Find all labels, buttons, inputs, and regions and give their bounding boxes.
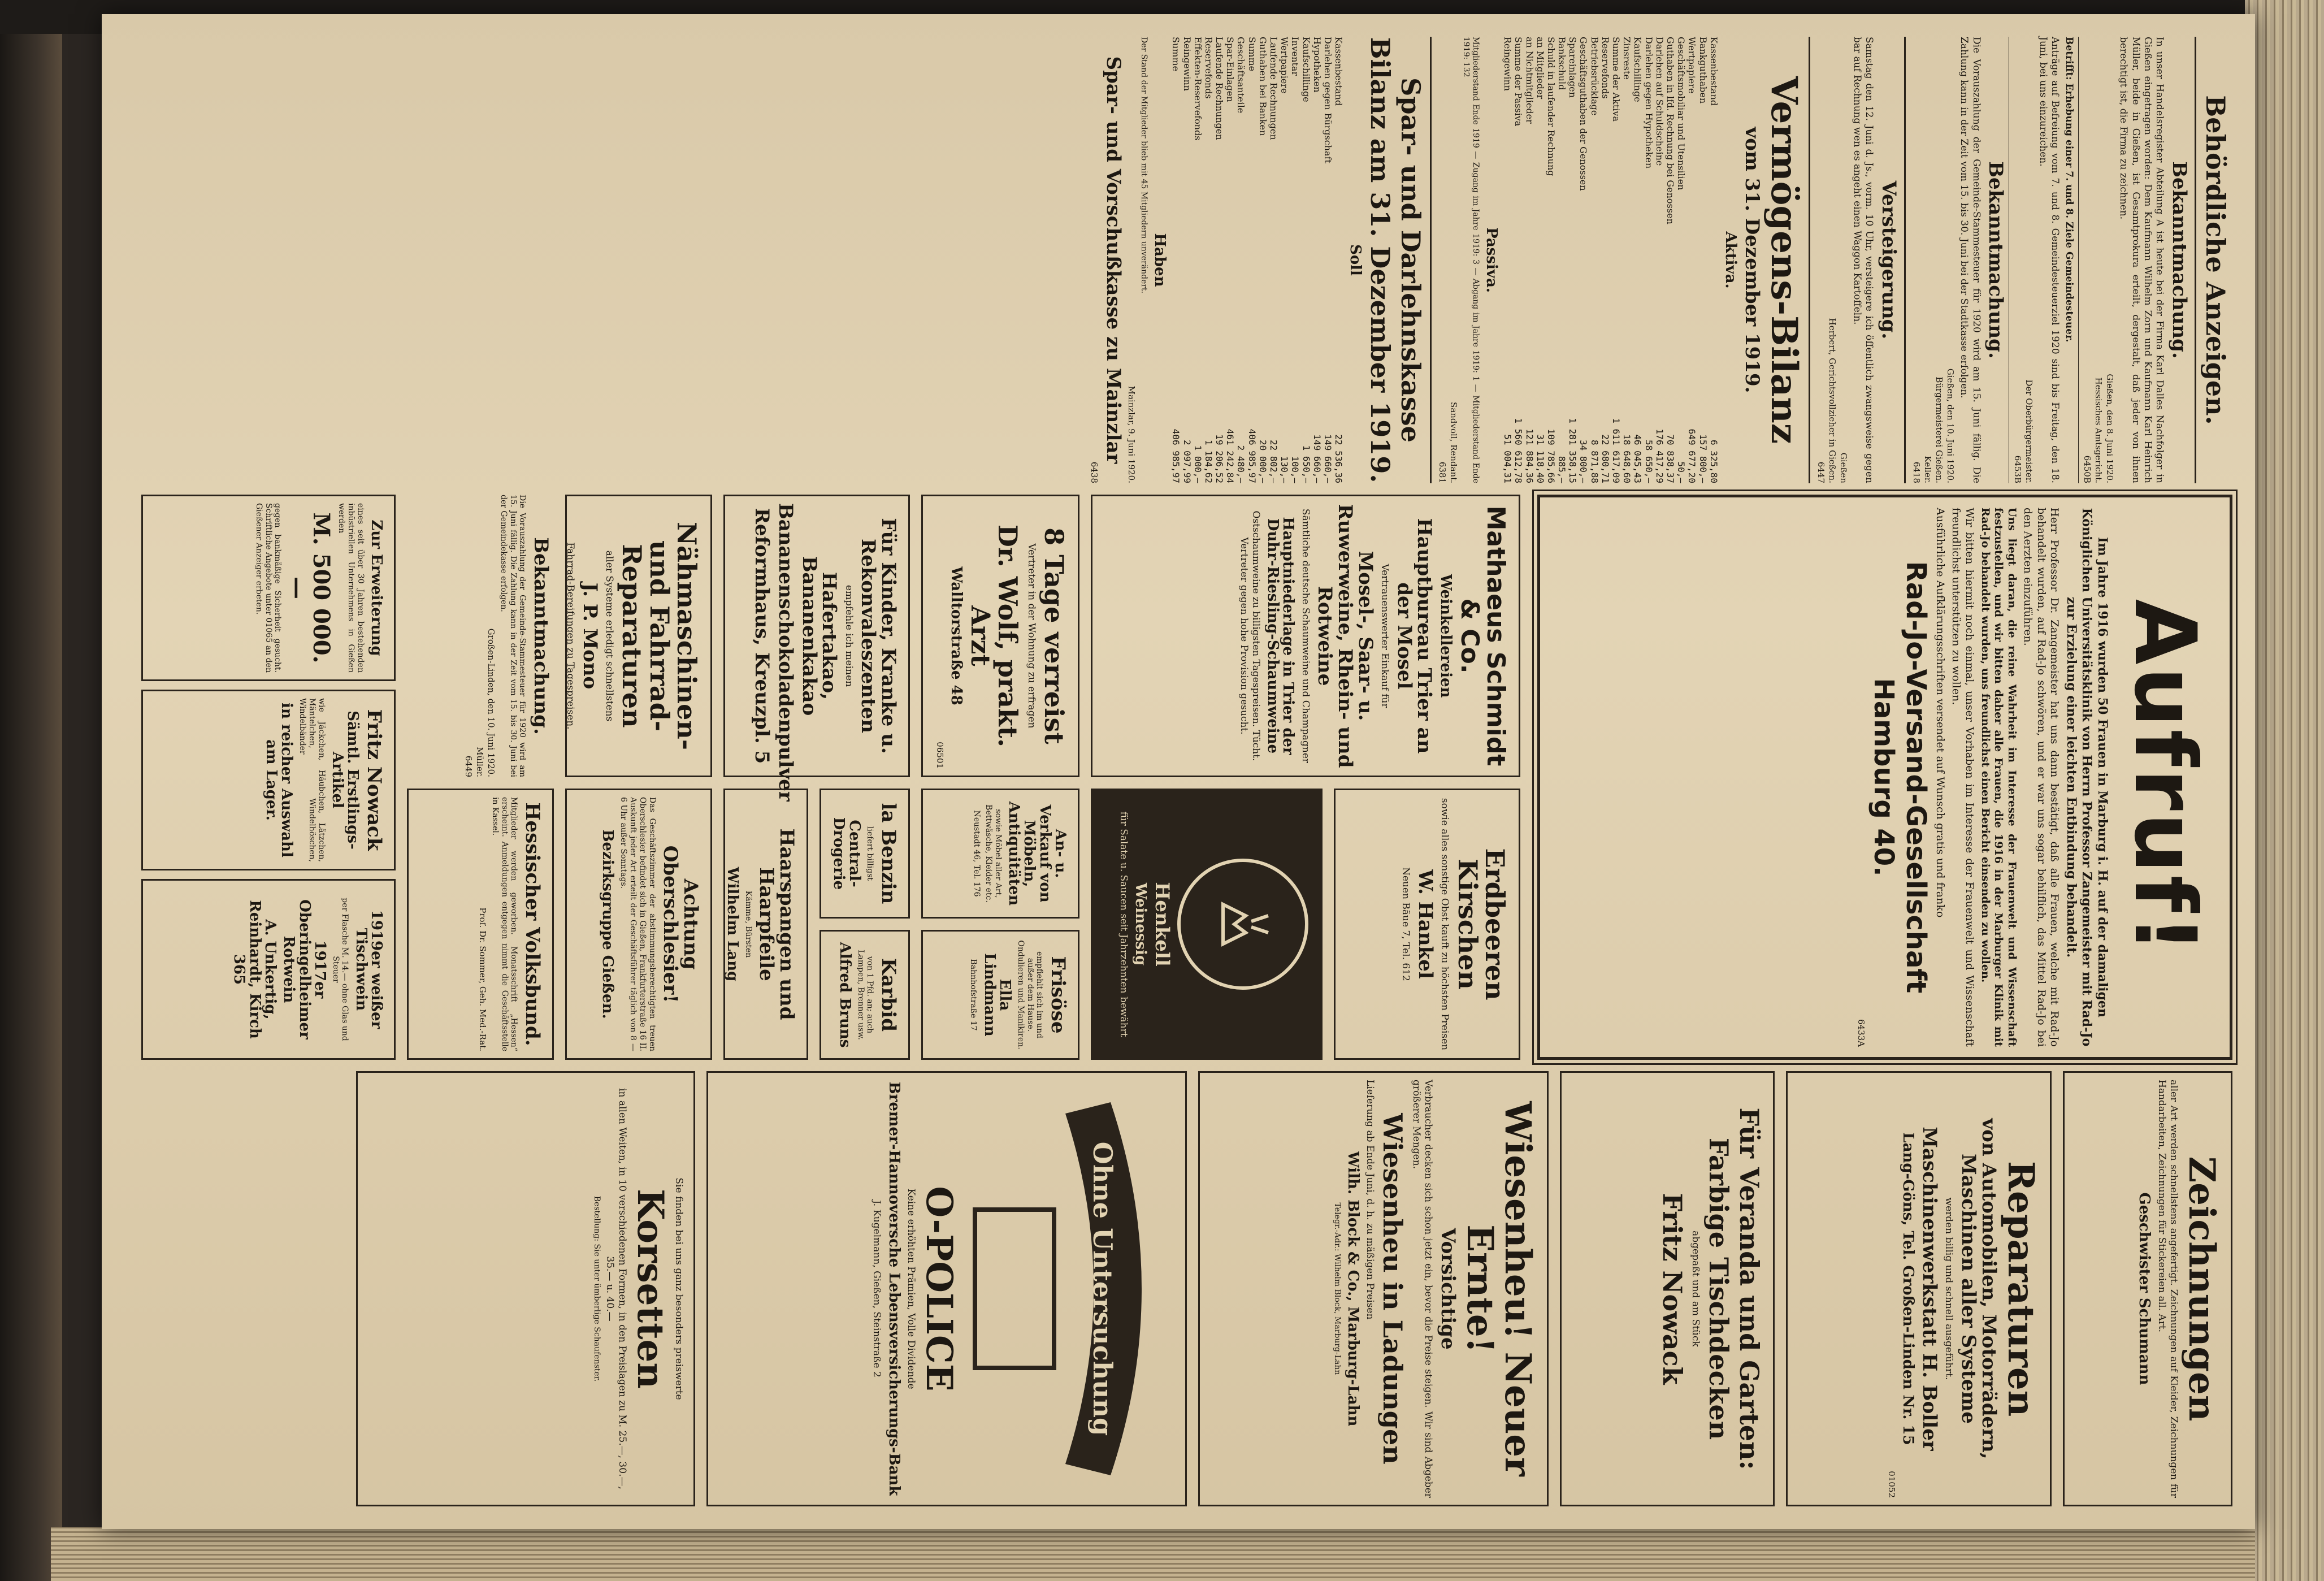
notice-ref: 6450B bbox=[2082, 455, 2093, 483]
ad-subtitle: Farbige Tischdecken bbox=[1703, 1137, 1734, 1440]
stag-icon bbox=[1200, 882, 1285, 967]
notice-place: Gießen bbox=[1838, 452, 1849, 483]
balance-org: Spar- und Darlehnskasse bbox=[1395, 77, 1427, 443]
ad-body: eines seit über 30 Jahren bestehenden inbüstriellen Unternehmens in Gießen werden bbox=[337, 503, 365, 673]
ad-footer: in reicher Auswahl am Lager. bbox=[263, 703, 296, 857]
balance-row bbox=[1225, 37, 1235, 483]
book-page-edges bbox=[2245, 0, 2324, 1581]
aufruf-body: Herr Professor Dr. Zangemeister hat uns dann bestätigt, daß alle Frauen, welche mit Rad-Jo behandelt wurden, auf Rad-Jo schwören, und er war uns sogar behilflich, das Mittel Rad-Jo bei den Aerzten einzuführen. bbox=[2022, 508, 2061, 1047]
ad-karbid bbox=[820, 930, 910, 1060]
ad-body: Sämtliche deutsche Schaumweine und Champagner bbox=[1299, 508, 1311, 764]
ad-shop: Maschinenwerkstatt H. Boller bbox=[1918, 1127, 1941, 1451]
balance-row bbox=[1600, 37, 1611, 483]
balance-row-value: 51 004,31 bbox=[1502, 434, 1514, 483]
balance-row-label: Geschäftsanteile bbox=[1235, 37, 1247, 114]
ad-subtitle: Keine erhöhten Prämien, Volle Dividende bbox=[905, 1188, 917, 1389]
notice-bekanntmachung bbox=[407, 495, 554, 777]
notice-ref: 6453B bbox=[2013, 455, 2023, 483]
balance-row-value: 31 118,40 bbox=[1534, 434, 1546, 483]
balance-row bbox=[1665, 37, 1676, 483]
notice-title: Bekanntmachung. bbox=[1984, 161, 2008, 359]
ad-aufruf bbox=[1537, 495, 2232, 1060]
balance-row-value: 22 680,71 bbox=[1599, 434, 1611, 483]
ad-name: Central-Drogerie bbox=[830, 817, 863, 890]
ad-ref: 06501 bbox=[934, 742, 945, 769]
aufruf-body: Uns liegt daran, die reine Wahrheit im Interesse der Frauenwelt und Wissenschaft festzustellen, und wir bitten daher alle Frauen, die 1916 in der Marburger Klinik mit Rad-Jo behandelt wurden, uns freundlichst einen Bericht einsenden zu wollen. bbox=[1979, 508, 2019, 1047]
notice-versteigerung bbox=[1815, 37, 1901, 483]
ad-title: Haarspangen und Haarpfeile bbox=[755, 828, 798, 1020]
notice-place: Großen-Linden, den 10. Juni 1920. bbox=[485, 628, 496, 777]
ad-body: Mitglieder werden geworben. Monatsschrift „Hessen“ erscheint. Anmeldungen entgegen nimmt die Geschäftsstelle in Kassel. bbox=[490, 797, 519, 1051]
balance-row-value: 149 660,— bbox=[1323, 434, 1333, 483]
balance-row-label: Laufende Rechnungen bbox=[1268, 37, 1280, 140]
notice-name: Keller. bbox=[1923, 456, 1933, 483]
balance-row-label: an Nichtmitglieder bbox=[1524, 37, 1535, 124]
balance-row-label: Kaufschillinge bbox=[1300, 37, 1312, 102]
balance-row-value: 50,— bbox=[1676, 461, 1687, 483]
ad-tagline: Vertrauenswerter Einkauf für bbox=[1378, 564, 1390, 708]
ad-body: in allen Weiten, in 10 verschiedenen Formen, in den Preislagen zu M. 25.—, 30.—, 35.— u. 40.— bbox=[604, 1088, 628, 1489]
balance-row-label: Kaufschillinge bbox=[1632, 37, 1644, 102]
credit-label: Haben bbox=[1151, 233, 1169, 287]
balance-row-label: Spar-Einlagen bbox=[1225, 37, 1236, 102]
balance-row bbox=[1214, 37, 1225, 483]
notice-body: Samstag den 12. Juni d. Js., vorm. 10 Uhr, versteigere ich öffentlich zwangsweise gegen bar auf Rechnung wen es angeht einen Waggon Kartoffeln. bbox=[1852, 37, 1875, 483]
balance-row-value: 406 985,97 bbox=[1246, 428, 1258, 483]
balance-row-value: 100,— bbox=[1290, 456, 1301, 483]
ad-subtitle: Sämtl. Erstlings-Artikel bbox=[329, 711, 362, 850]
notice-ref: 6418 bbox=[1911, 461, 1922, 483]
balance-row-label: Darlehen auf Schuldscheine bbox=[1654, 37, 1665, 166]
ad-title: 1919er weißer Tischwein bbox=[352, 909, 385, 1029]
liabilities-label: Passiva. bbox=[1482, 227, 1500, 293]
ad-title: Zur Erweiterung bbox=[368, 519, 385, 656]
ad-kinder bbox=[723, 495, 910, 802]
balance-row-value: 1 560 612,78 bbox=[1513, 418, 1524, 483]
ad-body: werden billig und schnell ausgeführt. bbox=[1943, 1197, 1955, 1380]
notice-place: Gießen, den 8. Juni 1920. bbox=[2105, 374, 2115, 483]
ad-address: Neustadt 46, Tel. 176 bbox=[972, 810, 982, 897]
ad-zeichnungen bbox=[2063, 1071, 2232, 1506]
balance-row-value: 1 611 617,09 bbox=[1611, 418, 1622, 483]
balance-row-value: 121 884,36 bbox=[1524, 428, 1535, 483]
ad-reparaturen bbox=[1786, 1071, 2052, 1506]
balance-row-label: Effekten-Reservefonds bbox=[1192, 37, 1203, 141]
column-official-notices bbox=[141, 37, 2232, 483]
ad-note: Fahrrad-Bereifungen zu Tagespreisen. bbox=[565, 542, 576, 730]
balance-row-label: Geschäftsguthaben der Genossen bbox=[1578, 37, 1589, 191]
ad-title: 8 Tage verreist bbox=[1039, 527, 1069, 744]
balance-row bbox=[1654, 37, 1665, 483]
balance-row bbox=[1611, 37, 1621, 483]
ad-lead: Sie finden bei uns ganz besonders preiswerte bbox=[673, 1177, 684, 1400]
balance-row bbox=[1323, 37, 1333, 483]
balance-row-label: Summe der Aktiva bbox=[1611, 37, 1622, 122]
ad-body: empfiehlt sich im und außer dem Hause. Ondulieren und Manikiren. bbox=[1016, 940, 1044, 1050]
balance-row-value: 58 650,— bbox=[1643, 439, 1654, 483]
ad-volksbund bbox=[407, 789, 554, 1060]
aufruf-body: Wir bitten hiermit noch einmal, unser Vorhaben im Interesse der Frauenwelt und Wissenschaft freundlichst unterstützen zu wollen. bbox=[1950, 508, 1976, 1047]
balance-row bbox=[1333, 37, 1344, 483]
divider bbox=[1809, 37, 1810, 483]
ad-title: Zeichnungen bbox=[2180, 1156, 2223, 1422]
ad-benzin bbox=[820, 789, 910, 919]
balance-row-label: Reservefonds bbox=[1599, 37, 1611, 99]
balance-row-value: 1 281 358,15 bbox=[1567, 418, 1579, 483]
balance-row bbox=[1181, 37, 1192, 483]
balance-row bbox=[1235, 37, 1246, 483]
notice-signer: Herbert, Gerichtsvollzieher in Gießen. bbox=[1827, 318, 1837, 483]
ad-wiesenheu bbox=[1198, 1071, 1549, 1506]
ad-oberschlesier bbox=[565, 789, 712, 1060]
balance-title: Vermögens-Bilanz bbox=[1762, 76, 1805, 444]
ad-title: Achtung Oberschlesier! bbox=[659, 845, 702, 1003]
ad-title: Wiesenheu! Neuer Ernte! bbox=[1458, 1101, 1539, 1476]
ad-name: Dr. Wolf, prakt. Arzt bbox=[965, 524, 1024, 748]
ad-extra: Ostschaumweine zu billigsten Tagespreisen. Tücht. Vertreter gegen hohe Provision gesucht. bbox=[1238, 510, 1261, 761]
notice-subject: Betrifft: Erhebung einer 7. und 8. Ziele Gemeindesteuer. bbox=[2063, 37, 2075, 343]
balance-rows bbox=[1502, 37, 1719, 483]
ad-title: Erdbeeren Kirschen bbox=[1452, 848, 1510, 1000]
debit-label: Soll bbox=[1347, 244, 1364, 276]
ad-signer: Prof. Dr. Sommer, Geh. Med.-Rat. bbox=[477, 907, 488, 1051]
ad-footer: Bestellung: Sie unter ümberlige Schaufenster. bbox=[592, 1196, 602, 1382]
balance-row-value: 109 785,66 bbox=[1545, 428, 1556, 483]
balance-row-value: 22 536,36 bbox=[1333, 434, 1345, 483]
balance-row-value: 1 184,62 bbox=[1203, 439, 1214, 483]
notice-gemeindesteuer bbox=[2013, 37, 2075, 483]
balance-row bbox=[1247, 37, 1258, 483]
ad-address: Telegr.-Adr.: Wilhelm Block, Marburg-Lahn bbox=[1332, 1202, 1342, 1375]
divider bbox=[2195, 37, 2196, 483]
notice-signer: Müller. bbox=[474, 747, 485, 777]
ad-subtitle: Vorsichtige bbox=[1436, 1228, 1459, 1350]
balance-row bbox=[1632, 37, 1643, 483]
balance-row-label: Summe der Passiva bbox=[1513, 37, 1524, 127]
notice-office: Hessisches Amtsgericht. bbox=[2093, 377, 2104, 483]
balance-vermoegen bbox=[1437, 37, 1803, 483]
balance-company: Spar- und Vorschußkasse zu Mainzlar bbox=[1102, 56, 1125, 464]
ad-title: 1917er Oberingelheimer Rotwein bbox=[280, 899, 328, 1039]
aufruf-title: Aufruf! bbox=[2115, 599, 2214, 956]
assets-label: Aktiva. bbox=[1722, 231, 1740, 289]
column-advertisements bbox=[141, 495, 2232, 1060]
balance-row bbox=[1686, 37, 1697, 483]
ad-title: Korsetten bbox=[628, 1189, 671, 1389]
ad-body: sowie Möbel aller Art, Bettwäsche, Kleider etc. bbox=[984, 804, 1003, 903]
balance-row-value: 6 325,80 bbox=[1708, 439, 1719, 483]
balance-note: Mitgliederstand Ende 1919 — Zugang im Jahre 1919: 3 — Abgang im Jahre 1919: 1 — Mitgliederstand Ende 1919: 132 bbox=[1461, 37, 1480, 483]
balance-row bbox=[1279, 37, 1290, 483]
balance-row bbox=[1676, 37, 1686, 483]
ad-name: W. Hankel bbox=[1414, 869, 1437, 979]
notice-handelsregister bbox=[2082, 37, 2189, 483]
ad-body: Das Geschäftszimmer der abstimmungsberechtigten treuen Oberschlesier befindet sich in Gießen, Frankfurterstraße 16 II. Auskunft jeder Art erteilt der Geschäftsführer täglich von 8 — 6 Uhr außer Sonntags. bbox=[619, 797, 657, 1051]
ad-shop: Geschwister Schumann bbox=[2136, 1192, 2153, 1385]
ad-shop: Reformhaus, Kreuzpl. 5 bbox=[751, 508, 774, 764]
balance-row-value: 649 677,20 bbox=[1686, 428, 1698, 483]
balance-row-value: 149 660,— bbox=[1311, 434, 1323, 483]
ad-erdbeeren bbox=[1334, 789, 1520, 1060]
ad-title: Für Kinder, Kranke u. Rekonvaleszenten bbox=[857, 518, 900, 754]
ad-o-police bbox=[706, 1071, 1187, 1506]
balance-row-label: Zinsreste bbox=[1621, 37, 1633, 80]
balance-row bbox=[1193, 37, 1203, 483]
balance-row-value: 20 000,— bbox=[1257, 439, 1268, 483]
aufruf-body: Ausführliche Aufklärungsschriften versendet auf Wunsch gratis und franko bbox=[1934, 508, 1947, 918]
divider bbox=[2078, 37, 2079, 483]
ad-subtitle: von Automobilen, Motorrädern, Maschinen aller Systeme bbox=[1957, 1118, 2000, 1459]
ad-body: von 1 Pfd. an; auch Lampen, Brenner usw. bbox=[856, 950, 875, 1040]
ad-subtitle: Vertreter in der Wohnung zu erfragen bbox=[1025, 543, 1037, 729]
notice-body: Anträge auf Befreiung vom 7. und 8. Gemeindesteuerziel 1920 sind bis Freitag, den 18. Juni, bei uns einzureichen. bbox=[2037, 37, 2061, 483]
ad-subtitle: Weinessig bbox=[1132, 882, 1150, 966]
notice-ref: 6449 bbox=[463, 755, 474, 777]
ad-insurer: Bremer-Hannoversche Lebensversicherungs-Bank bbox=[885, 1081, 903, 1496]
balance-row bbox=[1546, 37, 1556, 483]
balance-row-label: Reingewinn bbox=[1181, 37, 1193, 92]
ad-haarspangen bbox=[723, 789, 808, 1060]
ad-product: Hafertakao, Bananenkakao bbox=[797, 556, 841, 716]
ad-title: Henkell bbox=[1151, 882, 1173, 967]
ad-erweiterung bbox=[141, 495, 396, 681]
balance-row-label: Guthaben bei Banken bbox=[1257, 37, 1268, 136]
balance-row-label: Reingewinn bbox=[1502, 37, 1514, 92]
column-right-ads bbox=[141, 1071, 2232, 1506]
notice-body: Die Vorauszahlung der Gemeinde-Stammesteuer für 1920 wird am 15. Juni fällig. Die Zahlung kann in der Zeit vom 15. bis 30. Juni bei der Stadtkasse erfolgen. bbox=[1958, 37, 1982, 483]
balance-row bbox=[1697, 37, 1708, 483]
balance-row-label: Kassenbestand bbox=[1708, 37, 1719, 106]
aufruf-lead: Im Jahre 1916 wurden 50 Frauen in Marburg i. H. auf der damaligen Königlichen Universitätsklinik von Herrn Professor Zangemeister mit Rad-Jo zur Erzielung einer leichten Entbindung behandelt. bbox=[2064, 508, 2110, 1047]
balance-ref: 6381 bbox=[1437, 461, 1448, 483]
ad-depot: Hauptniederlage in Trier der Duhr-Riesling-Schaumweine bbox=[1264, 517, 1297, 755]
balance-ref: 6438 bbox=[1089, 461, 1100, 483]
ad-title: O-POLICE bbox=[918, 1186, 960, 1392]
balance-row bbox=[1203, 37, 1214, 483]
balance-row-value: 34 800,— bbox=[1578, 439, 1589, 483]
ad-address: Neuen Bäue 7, Tel. 612 bbox=[1400, 867, 1412, 981]
ad-body: sowie alles sonstige Obst kauft zu höchsten Preisen bbox=[1439, 798, 1451, 1051]
balance-row-value: 406 985,97 bbox=[1170, 428, 1182, 483]
balance-row-value: 157 800,— bbox=[1697, 434, 1709, 483]
aufruf-ref: 6433A bbox=[1855, 1019, 1866, 1047]
balance-row-label: Hypotheken bbox=[1311, 37, 1323, 93]
balance-row-label: Bankguthaben bbox=[1697, 37, 1709, 104]
book-bottom-edges bbox=[51, 1527, 2255, 1581]
ad-title: la Benzin bbox=[877, 803, 900, 904]
balance-row-value: 130,— bbox=[1279, 456, 1290, 483]
balance-row bbox=[1290, 37, 1300, 483]
balance-row bbox=[1621, 37, 1632, 483]
ad-shop: Wilh. Block & Co., Marburg-Lahn bbox=[1344, 1151, 1362, 1427]
ad-address: Bahnhofstraße 17 bbox=[969, 959, 978, 1031]
ad-subtitle: Weinkellereien bbox=[1437, 574, 1454, 698]
ad-korsetten bbox=[356, 1071, 695, 1506]
balance-row-value: 885,— bbox=[1556, 456, 1568, 483]
balance-row-label: Summe bbox=[1170, 37, 1182, 72]
balance-row-value: 22 802,— bbox=[1268, 439, 1280, 483]
ad-erstlings-artikel bbox=[141, 690, 396, 870]
balance-row bbox=[1312, 37, 1323, 483]
notice-title: Bekanntmachung. bbox=[2167, 161, 2191, 359]
notice-signer: Der Oberbürgermeister. bbox=[2024, 379, 2035, 483]
ad-naehmaschinen bbox=[565, 495, 712, 777]
balance-row-value: 70 838,37 bbox=[1664, 434, 1676, 483]
balance-row bbox=[1556, 37, 1567, 483]
notice-ref: 6447 bbox=[1815, 461, 1826, 483]
balance-row bbox=[1170, 37, 1181, 483]
ad-title: Frisöse bbox=[1047, 956, 1069, 1034]
balance-row-value: 19 206,52 bbox=[1214, 434, 1225, 483]
ad-moebel bbox=[921, 789, 1079, 919]
divider bbox=[1904, 37, 1906, 483]
ad-body: per Flasche M. 14.— ohne Glas und Steuer bbox=[331, 898, 350, 1041]
balance-row-value: 176 417,29 bbox=[1654, 428, 1665, 483]
ad-veranda bbox=[1560, 1071, 1775, 1506]
balance-row-label: Betriebsrücklage bbox=[1589, 37, 1600, 116]
balance-row bbox=[1578, 37, 1589, 483]
balance-row bbox=[1643, 37, 1654, 483]
section-title: Behördliche Anzeigen. bbox=[2200, 95, 2231, 425]
aufruf-city: Hamburg 40. bbox=[1868, 678, 1900, 877]
ad-title: Reparaturen bbox=[2000, 1160, 2042, 1417]
balance-footer: Der Stand der Mitglieder blieb mit 45 Mitgliedern unverändert. bbox=[1139, 37, 1148, 294]
ad-title: An- u. Verkauf von Möbeln, Antiquitäten bbox=[1005, 801, 1069, 906]
balance-row bbox=[1513, 37, 1524, 483]
balance-row-label: Wertpapiere bbox=[1279, 37, 1290, 94]
balance-row-label: Darlehen gegen Bürgschaft bbox=[1323, 37, 1333, 163]
notice-signer: Bürgermeisterei Gießen. bbox=[1934, 376, 1945, 483]
ad-frisuse bbox=[921, 930, 1079, 1060]
balance-date: vom 31. Dezember 1919. bbox=[1740, 127, 1763, 393]
balance-row-label: Darlehen gegen Hypotheken bbox=[1643, 37, 1654, 169]
balance-sparkasse bbox=[1089, 37, 1427, 483]
balance-place: Mainzlar, 9. Juni 1920. bbox=[1126, 385, 1137, 483]
balance-signer: Sandvoll, Rendant. bbox=[1449, 402, 1459, 483]
ad-name: Ella Lindmann bbox=[981, 953, 1013, 1037]
balance-row bbox=[1535, 37, 1546, 483]
ad-mathaeus-schmidt bbox=[1091, 495, 1520, 777]
notice-stammesteuer bbox=[1911, 37, 2008, 483]
book-spine-shadow bbox=[0, 0, 62, 1581]
ad-title: Karbid bbox=[877, 958, 900, 1032]
ad-address: Lang-Göns, Tel. Großen-Linden Nr. 15 bbox=[1900, 1132, 1917, 1445]
balance-row-value: 1 000,— bbox=[1192, 445, 1203, 483]
notice-body: In unser Handelsregister Abteilung A ist heute bei der Firma Karl Dalles Nachfolger in Gießen eingetragen worden: Dem Kaufmann Wilhelm Zorn und Kaufmann Karl Heinrich Müller, beide in Gießen, ist Gesamtprokura erteilt, dergestalt, daß jeder von ihnen berechtigt ist, die Firma zu zeichnen. bbox=[2118, 37, 2166, 483]
balance-row-label: Geschäftsmobiliar und Utensilien bbox=[1676, 37, 1687, 190]
ad-address: Walltorstraße 48 bbox=[947, 566, 965, 705]
balance-title: Bilanz am 31. Dezember 1919. bbox=[1364, 37, 1395, 483]
ad-body: aller Art werden schnellstens angefertigt. Zeichnungen auf Kleider, Zeichnungen für Handarbeiten, Zeichnungen für Stickereien all. Art. bbox=[2156, 1080, 2179, 1498]
ad-body: liefert billigst bbox=[865, 826, 875, 881]
henkell-logo bbox=[1177, 859, 1308, 990]
ohne-untersuchung-banner-icon bbox=[964, 1080, 1178, 1498]
ad-title: Fritz Nowack bbox=[363, 709, 385, 851]
balance-row-value: 8 871,88 bbox=[1589, 439, 1600, 483]
ad-note: abgepaßt und am Stück bbox=[1690, 1231, 1702, 1347]
balance-row bbox=[1589, 37, 1599, 483]
balance-row-value: 461 242,84 bbox=[1225, 428, 1236, 483]
ad-body: für Salate u. Saucen seit Jahrzehnten bewährt bbox=[1118, 811, 1130, 1037]
ad-title: Hessischer Volksbund. bbox=[521, 802, 544, 1046]
balance-row bbox=[1300, 37, 1311, 483]
ad-product: Bananenschokoladenpulver bbox=[774, 503, 797, 802]
ad-verreist bbox=[921, 495, 1079, 777]
ad-wein bbox=[141, 879, 396, 1060]
ad-wines: Mosel-, Saar- u. Ruwerweine, Rhein- und Rotweine bbox=[1313, 504, 1377, 768]
divider bbox=[1430, 37, 1432, 483]
ad-title: Mathaeus Schmidt & Co. bbox=[1455, 505, 1510, 766]
balance-row bbox=[1268, 37, 1279, 483]
ad-amount: M. 500 000.— bbox=[284, 512, 335, 664]
ad-shop: Fritz Nowack bbox=[1657, 1193, 1688, 1385]
ad-subtitle: Kämme, Bürsten bbox=[743, 890, 753, 958]
ad-body: gegen bankmäßige Sicherheit gesucht. Schriftliche Angebote unter 01065 an den Gießener Anzeiger erbeten. bbox=[254, 503, 283, 673]
balance-row-label: Laufende Rechnungen bbox=[1214, 37, 1225, 140]
notice-body: Die Vorauszahlung der Gemeinde-Stammesteuer für 1920 wird am 15. Juni fällig. Die Zahlung kann in der Zeit vom 15. bis 30. Juni bei der Gemeindekasse erfolgen. bbox=[498, 495, 527, 777]
balance-row-value: 46 045,43 bbox=[1632, 434, 1644, 483]
balance-row-value: 18 648,60 bbox=[1621, 434, 1633, 483]
balance-row-label: Bankschuld bbox=[1556, 37, 1568, 90]
ad-body: wie Jäckchen, Häubchen, Lätzchen, Mäntelchen, Windelhöschen, Windelbänder bbox=[298, 698, 326, 862]
balance-row-value: 2 480,— bbox=[1235, 445, 1247, 483]
ad-ref: 01052 bbox=[1887, 1471, 1897, 1498]
ad-title: Für Veranda und Garten: bbox=[1734, 1107, 1764, 1470]
balance-row bbox=[1524, 37, 1534, 483]
balance-row-label: Reservefonds bbox=[1203, 37, 1214, 99]
ad-name: Alfred Bruns bbox=[836, 942, 853, 1048]
ad-name: J. P. Mono bbox=[578, 582, 601, 690]
balance-row bbox=[1567, 37, 1578, 483]
notice-title: Versteigerung. bbox=[1878, 180, 1901, 340]
balance-row-value: 1 650,— bbox=[1300, 445, 1312, 483]
balance-row-label: Summe bbox=[1246, 37, 1258, 72]
balance-row-label: Schuld in laufender Rechnung bbox=[1545, 37, 1556, 176]
balance-row-label: an Mitglieder bbox=[1534, 37, 1546, 99]
ad-henkell bbox=[1091, 789, 1323, 1060]
balance-row-label: Guthaben in lfd. Rechnung bei Genossen bbox=[1664, 37, 1676, 224]
aufruf-company: Rad-Jo-Versand-Gesellschaft bbox=[1900, 561, 1932, 994]
balance-row-label: Inventar bbox=[1290, 37, 1301, 76]
balance-rows bbox=[1170, 37, 1344, 483]
ad-title: Nähmaschinen- und Fahrrad-Reparaturen bbox=[617, 522, 702, 750]
ad-shop: Wilhelm Lang bbox=[723, 867, 741, 982]
ad-body: Lieferung ab Ende Juni, d. h. zu mäßigen Preisen bbox=[1364, 1080, 1376, 1320]
ad-agent: J. Kugelmann, Gießen, Steinstraße 2 bbox=[871, 1200, 883, 1378]
balance-row-label: Kassenbestand bbox=[1333, 37, 1345, 106]
balance-row-label: Wertpapiere bbox=[1686, 37, 1698, 94]
ad-shop: A. Unkertig, Reinhardt, Kirch 365 bbox=[231, 900, 279, 1039]
notice-place: Gießen, den 10. Juni 1920. bbox=[1945, 368, 1956, 483]
ad-subtitle: aller Systeme erledigt schnellstens bbox=[604, 550, 615, 722]
banner-text: Ohne Untersuchung bbox=[1087, 1141, 1118, 1436]
balance-row bbox=[1258, 37, 1268, 483]
balance-row-value: 2 097,99 bbox=[1181, 439, 1193, 483]
balance-row bbox=[1709, 37, 1719, 483]
ad-branches: Hauptbureau Trier an der Mosel bbox=[1393, 518, 1436, 754]
notice-title: Bekanntmachung. bbox=[530, 537, 552, 735]
ad-name: Wiesenheu in Ladungen bbox=[1377, 1113, 1408, 1465]
balance-row bbox=[1502, 37, 1513, 483]
ad-body: Verbraucher decken sich schon jetzt ein, bevor die Preise steigen. Wir sind Abgeber größerer Mengen. bbox=[1410, 1080, 1434, 1498]
newspaper-page bbox=[102, 14, 2255, 1529]
ad-subtitle: empfehle ich meinen bbox=[843, 584, 855, 687]
ad-org: Bezirksgruppe Gießen. bbox=[599, 829, 617, 1019]
balance-row-label: Spareinlagen bbox=[1567, 37, 1579, 98]
